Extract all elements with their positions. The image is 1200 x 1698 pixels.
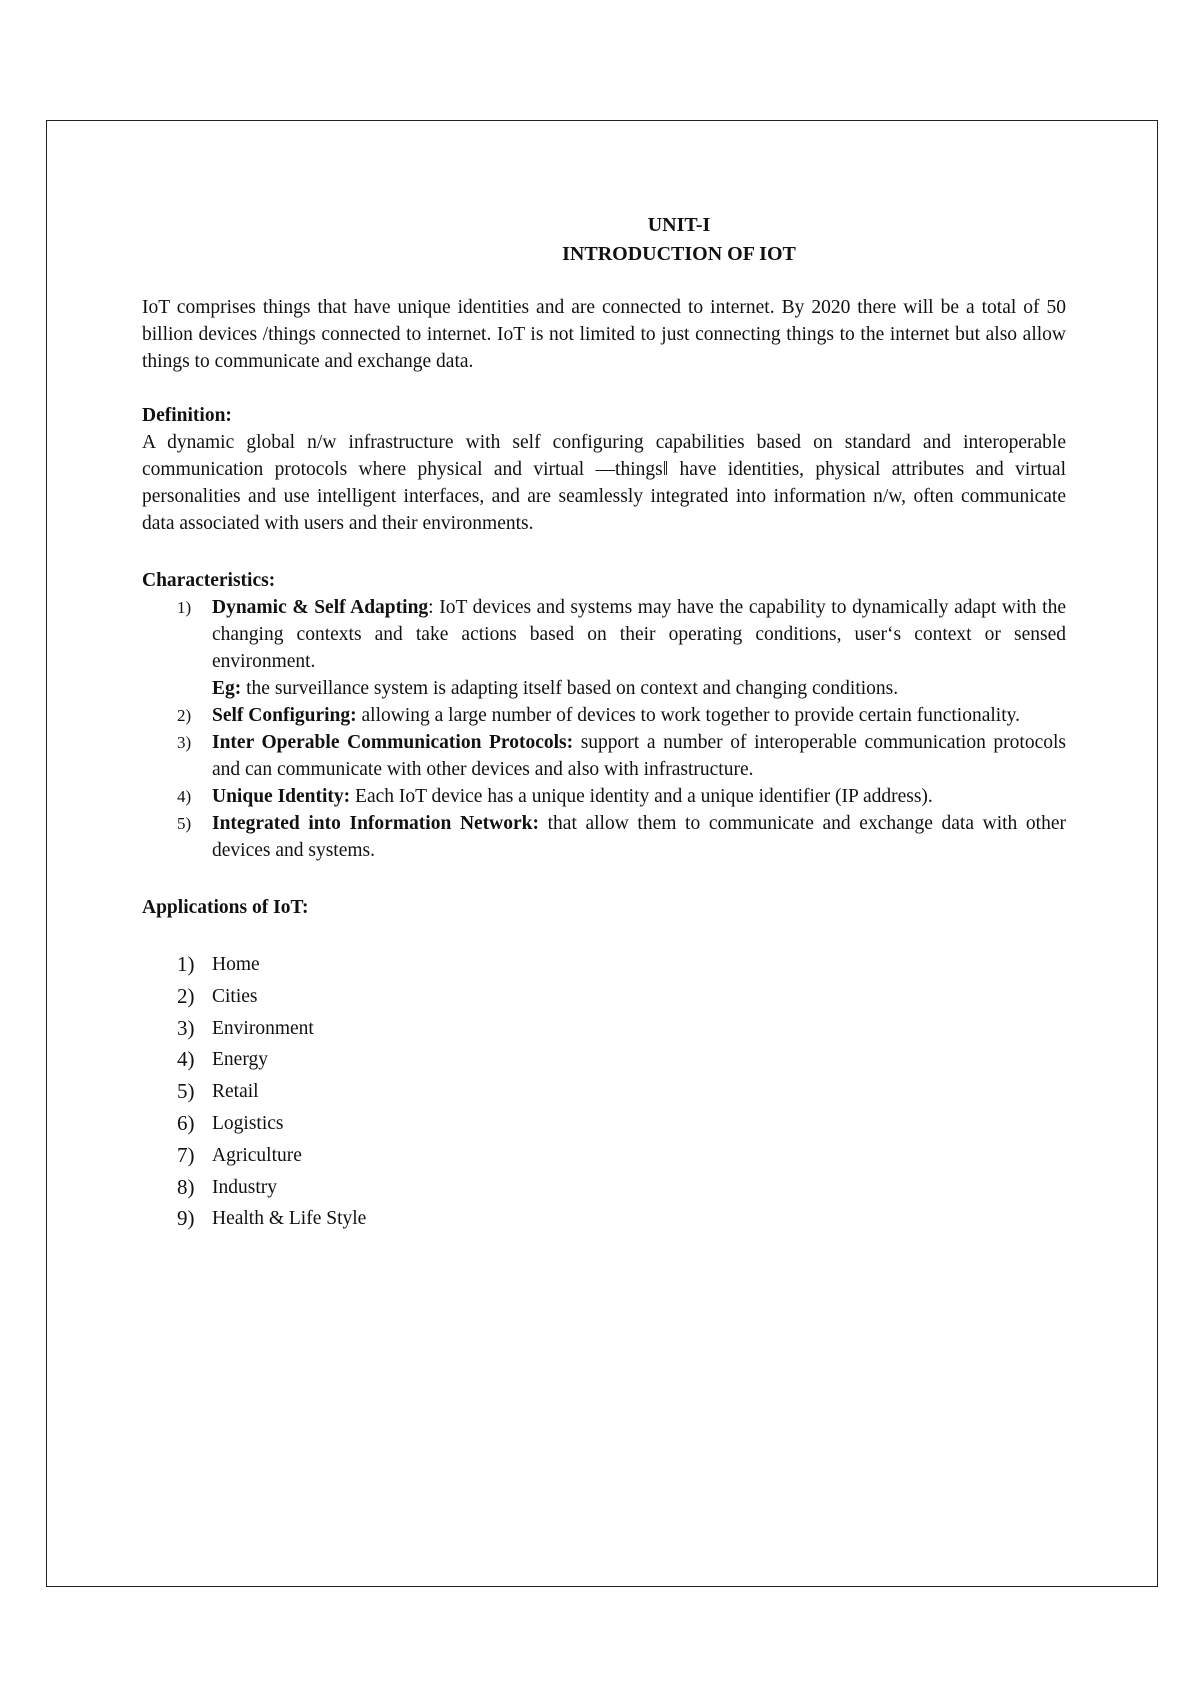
applications-list [142,949,1066,1235]
definition-heading: Definition: [142,405,232,426]
list-number: 2) [177,983,195,1008]
application-label: Agriculture [212,1144,302,1166]
characteristic-item [142,729,1066,783]
characteristic-term: Dynamic & Self Adapting [212,597,429,618]
application-label: Energy [212,1049,268,1071]
characteristic-text: support a number of interoperable communication protocols and can communicate with other devices and also with infrastructure. [212,732,1067,780]
list-number: 2) [177,706,192,725]
characteristic-item [142,783,1066,810]
characteristic-item [142,594,1066,702]
characteristics-heading: Characteristics: [142,570,276,591]
characteristic-text: that allow them to communicate and exchange data with other devices and systems. [212,813,1066,861]
example-label: Eg: [212,678,242,699]
application-item [142,1203,1066,1235]
page-title: INTRODUCTION OF IOT [562,243,796,265]
list-number: 9) [177,1206,195,1231]
characteristic-description [212,594,1066,675]
characteristic-text: allowing a large number of devices to work together to provide certain functionality. [356,705,1020,726]
list-number: 1) [177,598,192,617]
application-item [142,1172,1066,1204]
application-label: Home [212,954,260,975]
characteristic-term: Integrated into Information Network: [212,813,539,834]
application-item [142,949,1066,981]
list-number: 7) [177,1142,195,1167]
characteristic-term: Self Configuring: [212,705,357,726]
characteristic-item [142,702,1066,729]
list-number: 8) [177,1174,195,1199]
document-body [142,210,1066,1235]
list-number: 3) [177,1015,195,1040]
application-label: Environment [212,1017,314,1039]
intro-paragraph: IoT comprises things that have unique identities and are connected to internet. By 2020 there will be a total of 50 billion devices /things connected to internet. IoT is not limited to just connecting things to the internet but also allow things to communicate and exchange data. [142,297,1066,372]
characteristic-term: Unique Identity: [212,786,351,807]
characteristic-item [142,810,1066,864]
applications-heading: Applications of IoT: [142,897,309,918]
term-separator: : [428,597,434,618]
application-item [142,981,1066,1013]
application-label: Health & Life Style [212,1208,367,1230]
application-item [142,1076,1066,1108]
list-number: 4) [177,787,192,806]
characteristics-list [142,594,1066,864]
application-item [142,1140,1066,1172]
characteristic-example [212,675,1066,702]
unit-heading: UNIT-I [647,214,711,236]
application-label: Industry [212,1176,277,1198]
application-label: Cities [212,985,258,1007]
application-label: Logistics [212,1112,284,1134]
application-label: Retail [212,1081,259,1103]
characteristic-text: Each IoT device has a unique identity and a unique identifier (IP address). [350,786,933,807]
definition-paragraph: A dynamic global n/w infrastructure with self configuring capabilities based on standard and interoperable communication protocols where physical and virtual ―things‖ have identities, physical attributes and virtual personalities and use intelligent interfaces, and are seamlessly integrated into information n/w, often communicate data associated with users and their environments. [142,432,1066,534]
list-number: 5) [177,814,192,833]
list-number: 4) [177,1047,195,1072]
example-text: the surveillance system is adapting itself based on context and changing conditions. [241,678,899,699]
application-item [142,1044,1066,1076]
characteristic-text: IoT devices and systems may have the capability to dynamically adapt with the changing contexts and take actions based on their operating conditions, user‘s context or sensed environment. [212,597,1066,672]
characteristic-term: Inter Operable Communication Protocols: [212,732,574,753]
application-item [142,1013,1066,1045]
list-number: 6) [177,1110,195,1135]
list-number: 3) [177,733,192,752]
list-number: 1) [177,952,195,976]
list-number: 5) [177,1079,195,1104]
application-item [142,1108,1066,1140]
